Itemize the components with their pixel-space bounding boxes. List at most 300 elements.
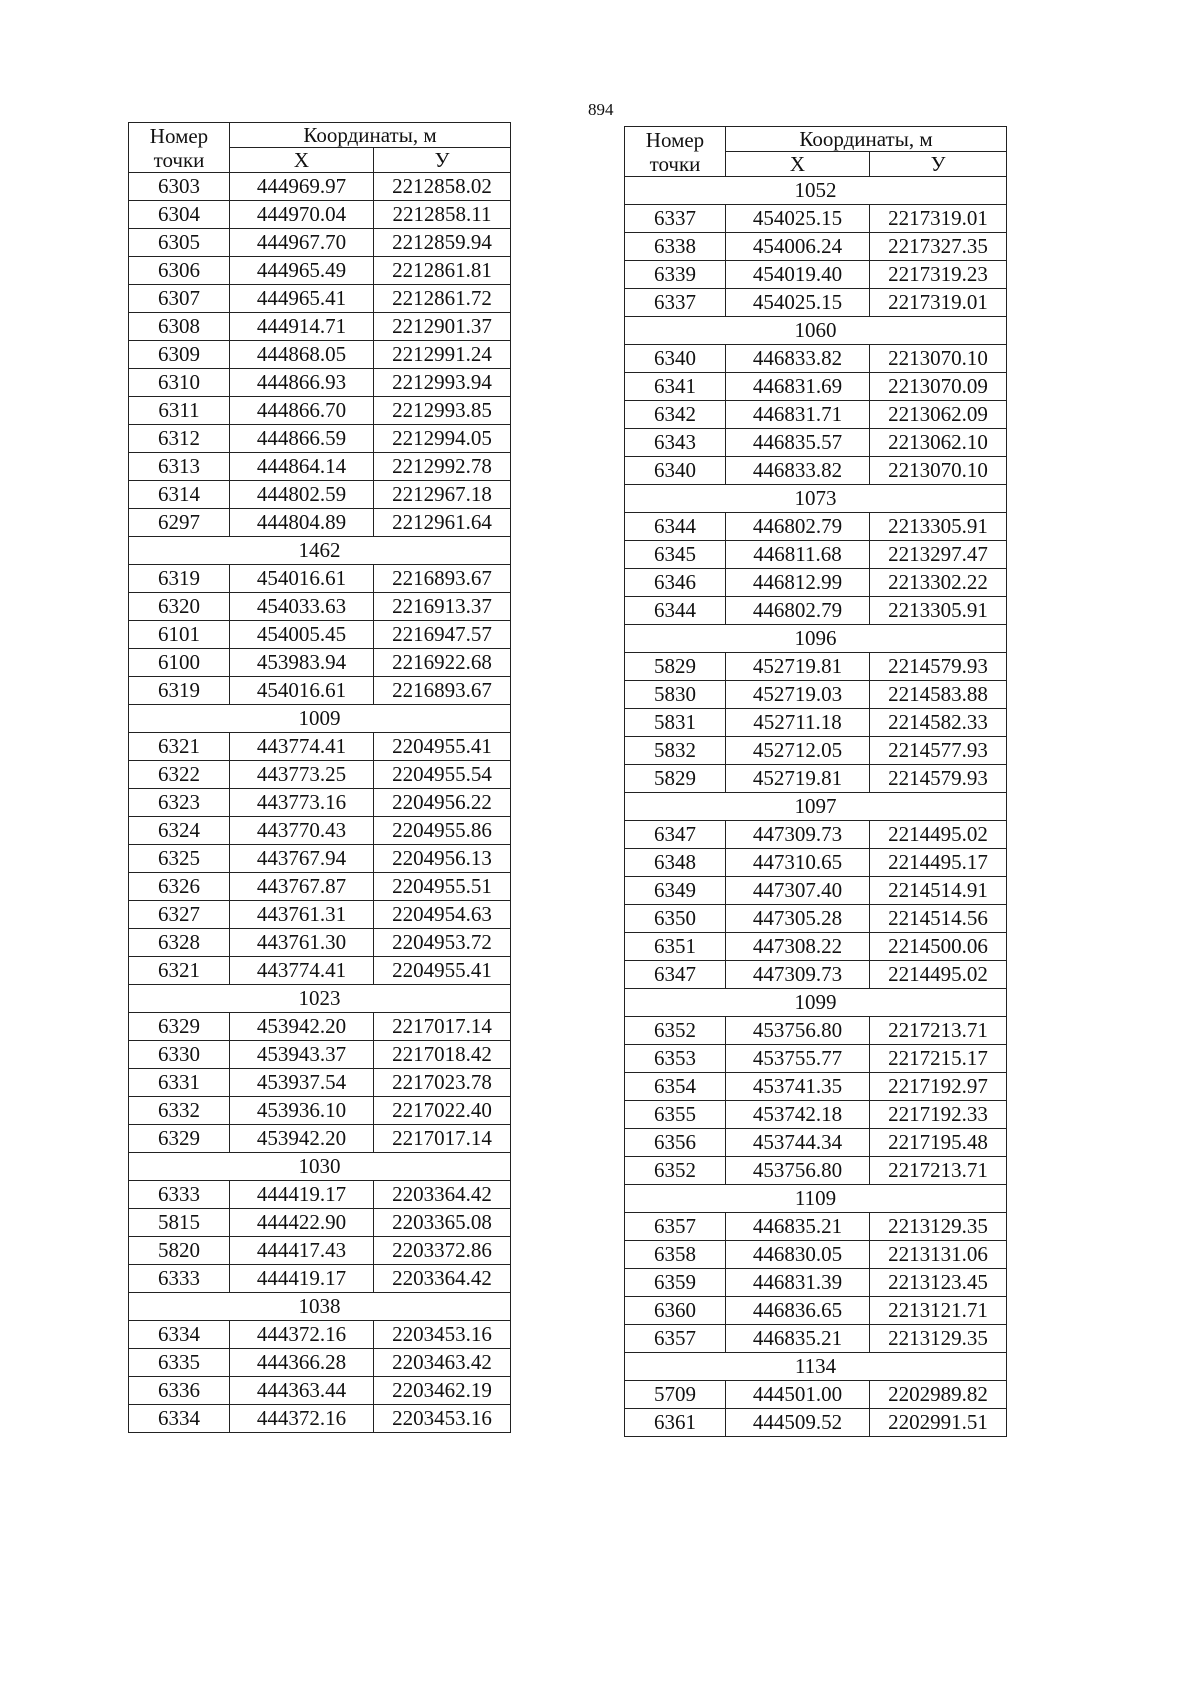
point-number-cell: 6333 (129, 1181, 230, 1209)
y-coordinate-cell: 2214495.17 (870, 849, 1007, 877)
x-coordinate-cell: 443761.31 (230, 901, 374, 929)
table-row (129, 1237, 511, 1265)
y-coordinate-cell: 2202991.51 (870, 1409, 1007, 1437)
x-coordinate-cell: 447308.22 (726, 933, 870, 961)
header-x: X (726, 152, 870, 177)
table-row (625, 849, 1007, 877)
table-row (625, 345, 1007, 373)
point-number-cell: 6357 (625, 1213, 726, 1241)
y-coordinate-cell: 2204955.41 (374, 957, 511, 985)
point-number-cell: 6345 (625, 541, 726, 569)
point-number-cell: 6330 (129, 1041, 230, 1069)
y-coordinate-cell: 2212861.81 (374, 257, 511, 285)
point-number-cell: 6304 (129, 201, 230, 229)
point-number-cell: 6340 (625, 345, 726, 373)
x-coordinate-cell: 444802.59 (230, 481, 374, 509)
point-number-cell: 6322 (129, 761, 230, 789)
section-label: 1109 (625, 1185, 1007, 1213)
x-coordinate-cell: 446831.39 (726, 1269, 870, 1297)
section-label: 1134 (625, 1353, 1007, 1381)
point-number-cell: 6348 (625, 849, 726, 877)
point-number-cell: 5815 (129, 1209, 230, 1237)
table-row (129, 789, 511, 817)
header-x: X (230, 148, 374, 173)
y-coordinate-cell: 2217022.40 (374, 1097, 511, 1125)
point-number-cell: 6349 (625, 877, 726, 905)
y-coordinate-cell: 2213062.10 (870, 429, 1007, 457)
table-row (129, 565, 511, 593)
point-number-cell: 5709 (625, 1381, 726, 1409)
x-coordinate-cell: 444866.70 (230, 397, 374, 425)
section-row (129, 1293, 511, 1321)
table-row (129, 481, 511, 509)
header-y: У (870, 152, 1007, 177)
x-coordinate-cell: 444864.14 (230, 453, 374, 481)
x-coordinate-cell: 443773.25 (230, 761, 374, 789)
table-row (129, 929, 511, 957)
table-row (129, 397, 511, 425)
y-coordinate-cell: 2217023.78 (374, 1069, 511, 1097)
point-number-cell: 6359 (625, 1269, 726, 1297)
point-number-cell: 6333 (129, 1265, 230, 1293)
point-number-cell: 6339 (625, 261, 726, 289)
point-number-cell: 6352 (625, 1157, 726, 1185)
table-row (625, 681, 1007, 709)
section-label: 1009 (129, 705, 511, 733)
table-row (129, 761, 511, 789)
section-row (129, 1153, 511, 1181)
x-coordinate-cell: 454016.61 (230, 677, 374, 705)
x-coordinate-cell: 453756.80 (726, 1017, 870, 1045)
x-coordinate-cell: 443767.94 (230, 845, 374, 873)
y-coordinate-cell: 2212991.24 (374, 341, 511, 369)
table-row (625, 1129, 1007, 1157)
y-coordinate-cell: 2217327.35 (870, 233, 1007, 261)
header-y: У (374, 148, 511, 173)
section-label: 1097 (625, 793, 1007, 821)
x-coordinate-cell: 453755.77 (726, 1045, 870, 1073)
x-coordinate-cell: 446835.57 (726, 429, 870, 457)
y-coordinate-cell: 2212967.18 (374, 481, 511, 509)
x-coordinate-cell: 443767.87 (230, 873, 374, 901)
point-number-cell: 6314 (129, 481, 230, 509)
x-coordinate-cell: 447309.73 (726, 961, 870, 989)
point-number-cell: 6360 (625, 1297, 726, 1325)
y-coordinate-cell: 2214495.02 (870, 821, 1007, 849)
x-coordinate-cell: 453744.34 (726, 1129, 870, 1157)
section-row (625, 625, 1007, 653)
point-number-cell: 5831 (625, 709, 726, 737)
table-row (625, 653, 1007, 681)
x-coordinate-cell: 446812.99 (726, 569, 870, 597)
section-row (625, 1185, 1007, 1213)
coordinates-table-left (128, 122, 511, 1433)
section-row (129, 537, 511, 565)
y-coordinate-cell: 2216893.67 (374, 677, 511, 705)
y-coordinate-cell: 2203364.42 (374, 1181, 511, 1209)
table-row (625, 877, 1007, 905)
x-coordinate-cell: 446830.05 (726, 1241, 870, 1269)
y-coordinate-cell: 2214579.93 (870, 653, 1007, 681)
y-coordinate-cell: 2212994.05 (374, 425, 511, 453)
x-coordinate-cell: 447307.40 (726, 877, 870, 905)
point-number-cell: 6337 (625, 205, 726, 233)
x-coordinate-cell: 453937.54 (230, 1069, 374, 1097)
table-row (625, 541, 1007, 569)
y-coordinate-cell: 2214579.93 (870, 765, 1007, 793)
point-number-cell: 6321 (129, 733, 230, 761)
section-label: 1060 (625, 317, 1007, 345)
point-number-cell: 6308 (129, 313, 230, 341)
table-row (129, 1181, 511, 1209)
x-coordinate-cell: 444422.90 (230, 1209, 374, 1237)
table-row (625, 233, 1007, 261)
x-coordinate-cell: 444804.89 (230, 509, 374, 537)
table-row (625, 1409, 1007, 1437)
x-coordinate-cell: 453742.18 (726, 1101, 870, 1129)
y-coordinate-cell: 2203364.42 (374, 1265, 511, 1293)
x-coordinate-cell: 446831.71 (726, 401, 870, 429)
x-coordinate-cell: 444868.05 (230, 341, 374, 369)
y-coordinate-cell: 2212901.37 (374, 313, 511, 341)
x-coordinate-cell: 446835.21 (726, 1213, 870, 1241)
y-coordinate-cell: 2202989.82 (870, 1381, 1007, 1409)
table-row (625, 1297, 1007, 1325)
x-coordinate-cell: 444366.28 (230, 1349, 374, 1377)
y-coordinate-cell: 2203453.16 (374, 1405, 511, 1433)
point-number-cell: 6332 (129, 1097, 230, 1125)
header-coordinates: Координаты, м (726, 127, 1007, 152)
y-coordinate-cell: 2217195.48 (870, 1129, 1007, 1157)
y-coordinate-cell: 2213129.35 (870, 1213, 1007, 1241)
table-row (625, 905, 1007, 933)
point-number-cell: 6346 (625, 569, 726, 597)
point-number-cell: 6326 (129, 873, 230, 901)
section-row (129, 985, 511, 1013)
y-coordinate-cell: 2214495.02 (870, 961, 1007, 989)
x-coordinate-cell: 447305.28 (726, 905, 870, 933)
y-coordinate-cell: 2203365.08 (374, 1209, 511, 1237)
table-row (625, 513, 1007, 541)
x-coordinate-cell: 443774.41 (230, 957, 374, 985)
section-row (625, 485, 1007, 513)
table-row (625, 709, 1007, 737)
table-row (625, 1241, 1007, 1269)
x-coordinate-cell: 444372.16 (230, 1321, 374, 1349)
point-number-cell: 6310 (129, 369, 230, 397)
y-coordinate-cell: 2213121.71 (870, 1297, 1007, 1325)
point-number-cell: 6347 (625, 961, 726, 989)
point-number-cell: 6311 (129, 397, 230, 425)
table-row (129, 817, 511, 845)
x-coordinate-cell: 444501.00 (726, 1381, 870, 1409)
y-coordinate-cell: 2204955.54 (374, 761, 511, 789)
point-number-cell: 6329 (129, 1125, 230, 1153)
point-number-cell: 5832 (625, 737, 726, 765)
x-coordinate-cell: 453741.35 (726, 1073, 870, 1101)
table-row (129, 201, 511, 229)
section-label: 1038 (129, 1293, 511, 1321)
table-row (625, 1045, 1007, 1073)
table-row (625, 1381, 1007, 1409)
section-label: 1073 (625, 485, 1007, 513)
point-number-cell: 6358 (625, 1241, 726, 1269)
point-number-cell: 6352 (625, 1017, 726, 1045)
x-coordinate-cell: 446836.65 (726, 1297, 870, 1325)
point-number-cell: 6331 (129, 1069, 230, 1097)
point-number-cell: 6353 (625, 1045, 726, 1073)
table-row (625, 1073, 1007, 1101)
point-number-cell: 6325 (129, 845, 230, 873)
table-row (129, 257, 511, 285)
y-coordinate-cell: 2217319.01 (870, 205, 1007, 233)
y-coordinate-cell: 2217319.01 (870, 289, 1007, 317)
table-row (129, 313, 511, 341)
point-number-cell: 6357 (625, 1325, 726, 1353)
point-number-cell: 5820 (129, 1237, 230, 1265)
y-coordinate-cell: 2204954.63 (374, 901, 511, 929)
table-row (625, 1325, 1007, 1353)
section-label: 1052 (625, 177, 1007, 205)
x-coordinate-cell: 444965.41 (230, 285, 374, 313)
y-coordinate-cell: 2204955.41 (374, 733, 511, 761)
x-coordinate-cell: 444914.71 (230, 313, 374, 341)
y-coordinate-cell: 2214583.88 (870, 681, 1007, 709)
section-label: 1096 (625, 625, 1007, 653)
page-number: 894 (588, 100, 614, 119)
table-row (625, 205, 1007, 233)
point-number-cell: 6100 (129, 649, 230, 677)
x-coordinate-cell: 446833.82 (726, 345, 870, 373)
table-row (129, 1209, 511, 1237)
point-number-cell: 6319 (129, 565, 230, 593)
point-number-cell: 6101 (129, 621, 230, 649)
point-number-cell: 6354 (625, 1073, 726, 1101)
y-coordinate-cell: 2214514.56 (870, 905, 1007, 933)
point-number-cell: 6351 (625, 933, 726, 961)
x-coordinate-cell: 452719.03 (726, 681, 870, 709)
point-number-cell: 6313 (129, 453, 230, 481)
table-row (625, 765, 1007, 793)
point-number-cell: 5829 (625, 765, 726, 793)
point-number-cell: 6319 (129, 677, 230, 705)
y-coordinate-cell: 2217213.71 (870, 1017, 1007, 1045)
section-row (625, 317, 1007, 345)
point-number-cell: 6323 (129, 789, 230, 817)
table-row (129, 509, 511, 537)
point-number-cell: 6361 (625, 1409, 726, 1437)
y-coordinate-cell: 2216913.37 (374, 593, 511, 621)
table-row (625, 1101, 1007, 1129)
x-coordinate-cell: 444419.17 (230, 1265, 374, 1293)
x-coordinate-cell: 454019.40 (726, 261, 870, 289)
y-coordinate-cell: 2213129.35 (870, 1325, 1007, 1353)
y-coordinate-cell: 2212993.94 (374, 369, 511, 397)
y-coordinate-cell: 2217319.23 (870, 261, 1007, 289)
point-number-cell: 6329 (129, 1013, 230, 1041)
y-coordinate-cell: 2216922.68 (374, 649, 511, 677)
point-number-cell: 6343 (625, 429, 726, 457)
point-number-cell: 6337 (625, 289, 726, 317)
x-coordinate-cell: 444967.70 (230, 229, 374, 257)
point-number-cell: 6334 (129, 1405, 230, 1433)
point-number-cell: 6305 (129, 229, 230, 257)
table-row (129, 1265, 511, 1293)
x-coordinate-cell: 443770.43 (230, 817, 374, 845)
table-row (625, 1213, 1007, 1241)
table-row (129, 453, 511, 481)
table-row (129, 425, 511, 453)
x-coordinate-cell: 452711.18 (726, 709, 870, 737)
y-coordinate-cell: 2204955.51 (374, 873, 511, 901)
y-coordinate-cell: 2212992.78 (374, 453, 511, 481)
point-number-cell: 6355 (625, 1101, 726, 1129)
table-row (129, 957, 511, 985)
x-coordinate-cell: 446811.68 (726, 541, 870, 569)
table-row (129, 593, 511, 621)
y-coordinate-cell: 2214500.06 (870, 933, 1007, 961)
table-row (129, 873, 511, 901)
table-row (129, 369, 511, 397)
point-number-cell: 6335 (129, 1349, 230, 1377)
table-row (129, 173, 511, 201)
x-coordinate-cell: 444965.49 (230, 257, 374, 285)
y-coordinate-cell: 2217192.97 (870, 1073, 1007, 1101)
y-coordinate-cell: 2212993.85 (374, 397, 511, 425)
table-row (625, 1157, 1007, 1185)
table-row (129, 1349, 511, 1377)
x-coordinate-cell: 446831.69 (726, 373, 870, 401)
y-coordinate-cell: 2217018.42 (374, 1041, 511, 1069)
table-row (129, 341, 511, 369)
y-coordinate-cell: 2212861.72 (374, 285, 511, 313)
table-row (129, 1405, 511, 1433)
y-coordinate-cell: 2204956.22 (374, 789, 511, 817)
point-number-cell: 6312 (129, 425, 230, 453)
y-coordinate-cell: 2217017.14 (374, 1013, 511, 1041)
section-row (129, 705, 511, 733)
y-coordinate-cell: 2216893.67 (374, 565, 511, 593)
section-label: 1023 (129, 985, 511, 1013)
point-number-cell: 6344 (625, 597, 726, 625)
section-row (625, 793, 1007, 821)
x-coordinate-cell: 452719.81 (726, 765, 870, 793)
table-row (625, 1017, 1007, 1045)
point-number-cell: 6340 (625, 457, 726, 485)
x-coordinate-cell: 444419.17 (230, 1181, 374, 1209)
x-coordinate-cell: 444372.16 (230, 1405, 374, 1433)
table-row (625, 373, 1007, 401)
x-coordinate-cell: 444866.59 (230, 425, 374, 453)
x-coordinate-cell: 453942.20 (230, 1125, 374, 1153)
table-row (625, 261, 1007, 289)
y-coordinate-cell: 2213123.45 (870, 1269, 1007, 1297)
header-point-number: Номер точки (129, 123, 230, 173)
x-coordinate-cell: 444509.52 (726, 1409, 870, 1437)
table-row (129, 1097, 511, 1125)
x-coordinate-cell: 453943.37 (230, 1041, 374, 1069)
table-row (625, 429, 1007, 457)
y-coordinate-cell: 2213070.10 (870, 457, 1007, 485)
x-coordinate-cell: 454016.61 (230, 565, 374, 593)
x-coordinate-cell: 447310.65 (726, 849, 870, 877)
x-coordinate-cell: 443774.41 (230, 733, 374, 761)
point-number-cell: 6334 (129, 1321, 230, 1349)
table-row (129, 733, 511, 761)
y-coordinate-cell: 2213305.91 (870, 513, 1007, 541)
x-coordinate-cell: 453942.20 (230, 1013, 374, 1041)
point-number-cell: 6321 (129, 957, 230, 985)
y-coordinate-cell: 2203463.42 (374, 1349, 511, 1377)
table-row (129, 1041, 511, 1069)
header-coordinates: Координаты, м (230, 123, 511, 148)
table-row (129, 621, 511, 649)
x-coordinate-cell: 453983.94 (230, 649, 374, 677)
table-row (129, 901, 511, 929)
point-number-cell: 6338 (625, 233, 726, 261)
x-coordinate-cell: 446802.79 (726, 597, 870, 625)
y-coordinate-cell: 2214582.33 (870, 709, 1007, 737)
y-coordinate-cell: 2216947.57 (374, 621, 511, 649)
table-row (129, 677, 511, 705)
point-number-cell: 6327 (129, 901, 230, 929)
section-row (625, 177, 1007, 205)
x-coordinate-cell: 444970.04 (230, 201, 374, 229)
table-row (625, 1269, 1007, 1297)
x-coordinate-cell: 454033.63 (230, 593, 374, 621)
y-coordinate-cell: 2212859.94 (374, 229, 511, 257)
x-coordinate-cell: 452719.81 (726, 653, 870, 681)
point-number-cell: 6307 (129, 285, 230, 313)
section-label: 1099 (625, 989, 1007, 1017)
x-coordinate-cell: 453936.10 (230, 1097, 374, 1125)
point-number-cell: 6306 (129, 257, 230, 285)
point-number-cell: 5830 (625, 681, 726, 709)
y-coordinate-cell: 2212858.02 (374, 173, 511, 201)
y-coordinate-cell: 2204956.13 (374, 845, 511, 873)
x-coordinate-cell: 454006.24 (726, 233, 870, 261)
y-coordinate-cell: 2213062.09 (870, 401, 1007, 429)
point-number-cell: 5829 (625, 653, 726, 681)
x-coordinate-cell: 452712.05 (726, 737, 870, 765)
table-row (129, 229, 511, 257)
table-row (625, 289, 1007, 317)
table-row (625, 569, 1007, 597)
table-row (129, 1377, 511, 1405)
y-coordinate-cell: 2217213.71 (870, 1157, 1007, 1185)
y-coordinate-cell: 2217192.33 (870, 1101, 1007, 1129)
point-number-cell: 6342 (625, 401, 726, 429)
x-coordinate-cell: 446802.79 (726, 513, 870, 541)
section-row (625, 1353, 1007, 1381)
x-coordinate-cell: 454005.45 (230, 621, 374, 649)
point-number-cell: 6320 (129, 593, 230, 621)
x-coordinate-cell: 446835.21 (726, 1325, 870, 1353)
y-coordinate-cell: 2213131.06 (870, 1241, 1007, 1269)
x-coordinate-cell: 444969.97 (230, 173, 374, 201)
y-coordinate-cell: 2212961.64 (374, 509, 511, 537)
point-number-cell: 6328 (129, 929, 230, 957)
table-row (625, 457, 1007, 485)
section-label: 1462 (129, 537, 511, 565)
x-coordinate-cell: 446833.82 (726, 457, 870, 485)
y-coordinate-cell: 2214514.91 (870, 877, 1007, 905)
y-coordinate-cell: 2213305.91 (870, 597, 1007, 625)
point-number-cell: 6336 (129, 1377, 230, 1405)
y-coordinate-cell: 2203372.86 (374, 1237, 511, 1265)
y-coordinate-cell: 2217215.17 (870, 1045, 1007, 1073)
table-row (625, 597, 1007, 625)
